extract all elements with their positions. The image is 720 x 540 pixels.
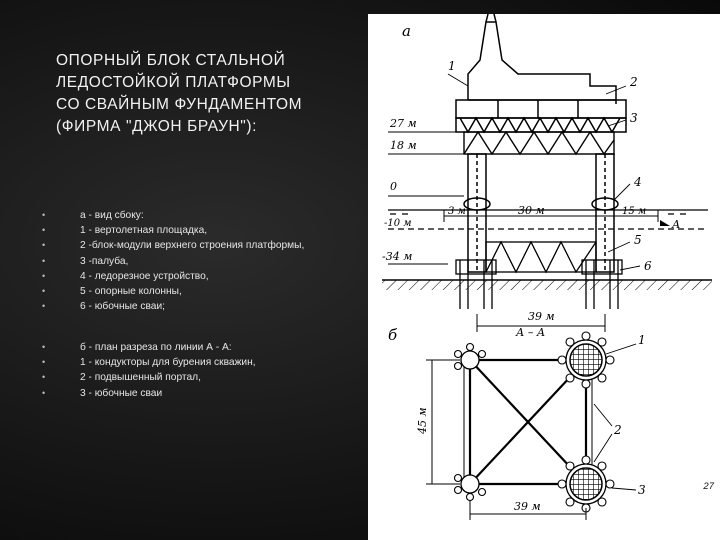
- elevation-minus-34: -34 м: [382, 250, 413, 263]
- legend-list-side-view: [42, 208, 304, 314]
- dimension-39m-plan: 39 м: [514, 500, 541, 513]
- section-arrow-icon: [660, 220, 670, 226]
- list-item: [42, 238, 304, 253]
- plan-dimensions: [426, 360, 586, 520]
- list-item: [42, 370, 256, 385]
- list-item-text: 1 - вертолетная площадка,: [80, 225, 208, 237]
- list-item: [42, 208, 304, 223]
- page-number: 27: [703, 481, 714, 492]
- bullet-icon: •: [42, 255, 46, 266]
- bullet-icon: •: [42, 301, 46, 312]
- drilling-template-top: [570, 344, 602, 376]
- callout-3: 3: [630, 111, 638, 125]
- bullet-icon: •: [42, 240, 46, 251]
- list-item-text: 3 - юбочные сваи: [80, 387, 163, 399]
- list-item: [42, 355, 256, 370]
- title-line-2: ЛЕДОСТОЙКОЙ ПЛАТФОРМЫ: [56, 74, 291, 91]
- bullet-icon: •: [42, 342, 46, 352]
- list-item-text: 4 - ледорезное устройство,: [80, 270, 209, 282]
- elevation-27: 27 м: [390, 117, 417, 130]
- list-item: [42, 223, 304, 238]
- section-marker: А: [672, 218, 681, 231]
- dimension-3m: 3 м: [448, 206, 466, 217]
- waterline: [388, 210, 708, 229]
- lower-bracing: [486, 242, 596, 272]
- elevation-18: 18 м: [390, 139, 417, 152]
- helideck-tower: [468, 14, 616, 104]
- bullet-icon: •: [42, 225, 46, 236]
- list-item-text: 2 - подвышенный портал,: [80, 372, 201, 384]
- callout-5: 5: [634, 233, 642, 247]
- list-item: [42, 269, 304, 284]
- dimension-39m-side: 39 м: [528, 310, 555, 323]
- plan-callout-3: 3: [638, 483, 646, 497]
- list-item-text: 5 - опорные колонны,: [80, 286, 182, 298]
- callout-6: 6: [644, 259, 652, 273]
- elevation-0: 0: [390, 180, 397, 193]
- list-item-text: б - план разреза по линии А - А:: [80, 342, 232, 353]
- section-label: А – А: [516, 326, 546, 339]
- plan-callout-2: 2: [614, 423, 622, 437]
- deck-truss: [464, 132, 614, 154]
- title-line-1: ОПОРНЫЙ БЛОК СТАЛЬНОЙ: [56, 52, 286, 69]
- list-item-text: 1 - кондукторы для бурения скважин,: [80, 357, 256, 369]
- bullet-icon: •: [42, 372, 46, 383]
- callout-4: 4: [634, 175, 642, 189]
- figure-label-a: а: [402, 22, 411, 40]
- plan-callout-1: 1: [638, 333, 646, 347]
- figure-label-b: б: [388, 326, 398, 344]
- dimension-45m: 45 м: [416, 407, 429, 434]
- platform-figure: [368, 14, 720, 540]
- title-line-4: (ФИРМА "ДЖОН БРАУН"):: [56, 118, 258, 135]
- elevation-minus-10: -10 м: [384, 218, 412, 229]
- drilling-template-bottom: [570, 468, 602, 500]
- bullet-icon: •: [42, 387, 46, 398]
- dimension-30m: 30 м: [518, 204, 545, 217]
- bullet-icon: •: [42, 357, 46, 368]
- list-item-text: 6 - юбочные сваи;: [80, 301, 165, 313]
- slide-title: [56, 50, 361, 138]
- bullet-icon: •: [42, 286, 46, 297]
- list-item: [42, 386, 256, 401]
- list-item: [42, 340, 256, 355]
- bullet-icon: •: [42, 270, 46, 281]
- list-item-text: 3 -палуба,: [80, 255, 129, 267]
- callout-1: 1: [448, 59, 456, 73]
- bullet-icon: •: [42, 210, 46, 220]
- title-line-3: СО СВАЙНЫМ ФУНДАМЕНТОМ: [56, 96, 303, 113]
- list-item: [42, 299, 304, 314]
- topside-modules: [456, 100, 626, 132]
- list-item: [42, 254, 304, 269]
- seabed: [382, 280, 712, 290]
- callout-2: 2: [630, 75, 638, 89]
- dimension-15m: 15 м: [622, 206, 647, 217]
- list-item-text: 2 -блок-модули верхнего строения платформы,: [80, 240, 305, 252]
- list-item-text: а - вид сбоку:: [80, 210, 144, 221]
- list-item: [42, 284, 304, 299]
- platform-drawing: [368, 14, 720, 540]
- legend-list-plan-view: [42, 340, 256, 401]
